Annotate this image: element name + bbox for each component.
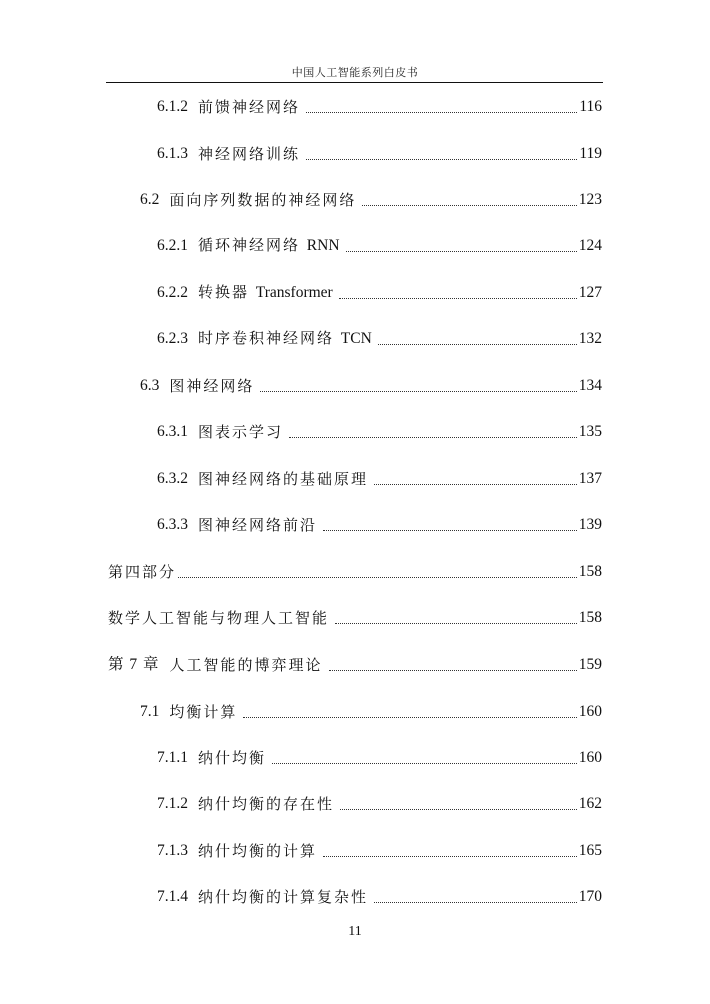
toc-entry-number: 6.3.1 <box>157 423 188 440</box>
toc-entry-page: 160 <box>578 749 602 766</box>
toc-entry-number: 6.2.1 <box>157 237 188 254</box>
toc-leader-dots <box>378 328 577 345</box>
toc-entry[interactable] <box>157 513 602 535</box>
toc-entry[interactable] <box>157 281 602 303</box>
toc-entry-title: 纳什均衡 <box>198 749 267 767</box>
page-number: 11 <box>348 924 362 939</box>
toc-entry-title-text: 时序卷积神经网络 <box>198 329 341 347</box>
toc-entry-page: 137 <box>578 470 602 487</box>
toc-leader-dots <box>323 514 577 531</box>
toc-entry-title: 图神经网络的基础原理 <box>198 470 369 488</box>
toc-leader-dots <box>243 701 576 718</box>
toc-entry-number: 7.1.1 <box>157 749 188 766</box>
toc-leader-dots <box>335 607 577 624</box>
toc-entry-number: 7.1.2 <box>157 795 188 812</box>
toc-entry[interactable] <box>140 700 602 722</box>
toc-entry-page: 139 <box>578 516 602 533</box>
toc-leader-dots <box>272 747 577 764</box>
toc-entry-title: 均衡计算 <box>169 703 238 721</box>
toc-entry-number: 6.3 <box>140 377 160 394</box>
toc-entry[interactable] <box>157 885 602 907</box>
toc-leader-dots <box>323 840 577 857</box>
toc-entry-title: 神经网络训练 <box>198 145 301 163</box>
toc-entry-page: 123 <box>578 191 602 208</box>
toc-entry-number: 第 7 章 <box>108 656 160 673</box>
toc-entry-page: 116 <box>579 98 602 115</box>
toc-leader-dots <box>289 421 577 438</box>
toc-leader-dots <box>329 654 577 671</box>
toc-leader-dots <box>346 235 577 252</box>
toc-entry[interactable] <box>157 792 602 814</box>
toc-entry-title: 纳什均衡的计算复杂性 <box>198 888 369 906</box>
toc-entry[interactable] <box>157 746 602 768</box>
toc-entry-title: 第四部分 <box>108 563 177 581</box>
toc-entry-page: 165 <box>578 842 602 859</box>
toc-entry-title: 前馈神经网络 <box>198 98 301 116</box>
toc-leader-dots <box>374 468 577 485</box>
toc-entry[interactable] <box>157 95 602 117</box>
toc-leader-dots <box>306 143 577 160</box>
toc-entry-page: 124 <box>578 237 602 254</box>
toc-entry-title-text: 转换器 <box>198 283 256 301</box>
toc-entry[interactable] <box>140 188 602 210</box>
toc-entry[interactable] <box>108 606 602 628</box>
toc-entry-title-latin: RNN <box>306 237 340 254</box>
toc-entry-page: 119 <box>579 145 602 162</box>
toc-entry[interactable] <box>157 467 602 489</box>
toc-leader-dots <box>178 561 577 578</box>
toc-entry-page: 134 <box>578 377 602 394</box>
toc-entry-number: 6.1.2 <box>157 98 188 115</box>
toc-entry-title: 面向序列数据的神经网络 <box>169 191 357 209</box>
toc-entry-page: 158 <box>578 609 602 626</box>
toc-entry-page: 158 <box>578 563 602 580</box>
toc-entry-number: 6.3.3 <box>157 516 188 533</box>
toc-entry-title: 纳什均衡的计算 <box>198 842 318 860</box>
toc-entry[interactable] <box>157 420 602 442</box>
toc-entry-title-text: 循环神经网络 <box>198 236 307 254</box>
toc-entry-number: 6.2.2 <box>157 284 188 301</box>
toc-leader-dots <box>260 375 576 392</box>
toc-entry-number: 7.1.3 <box>157 842 188 859</box>
toc-entry-title <box>198 282 333 303</box>
toc-entry-number: 7.1.4 <box>157 888 188 905</box>
toc-entry[interactable] <box>157 327 602 349</box>
toc-entry-page: 170 <box>578 888 602 905</box>
running-header: 中国人工智能系列白皮书 <box>291 66 419 79</box>
toc-entry-number: 6.3.2 <box>157 470 188 487</box>
toc-entry-page: 159 <box>578 656 602 673</box>
toc-leader-dots <box>339 282 577 299</box>
toc-entry-page: 132 <box>578 330 602 347</box>
toc-entry-page: 162 <box>578 795 602 812</box>
toc-entry-number: 6.2 <box>140 191 160 208</box>
toc-entry-title: 图神经网络前沿 <box>198 516 318 534</box>
toc-entry[interactable] <box>140 374 602 396</box>
toc-leader-dots <box>374 886 577 903</box>
toc-entry[interactable] <box>108 653 602 675</box>
toc-leader-dots <box>340 793 577 810</box>
toc-entry-title-latin: Transformer <box>255 284 333 301</box>
toc-entry-page: 160 <box>578 703 602 720</box>
toc-entry-number: 6.1.3 <box>157 145 188 162</box>
toc-entry-number: 6.2.3 <box>157 330 188 347</box>
toc-entry-title <box>198 328 372 349</box>
toc-entry-page: 135 <box>578 423 602 440</box>
toc-entry[interactable] <box>157 839 602 861</box>
toc-entry[interactable] <box>157 234 602 256</box>
toc-entry-title <box>198 235 340 256</box>
toc-entry-title: 人工智能的博弈理论 <box>169 656 323 674</box>
toc-leader-dots <box>362 189 576 206</box>
toc-entry-page: 127 <box>578 284 602 301</box>
toc-leader-dots <box>306 96 577 113</box>
toc-entry-title-latin: TCN <box>340 330 372 347</box>
toc-entry[interactable] <box>157 142 602 164</box>
toc-entry-title: 数学人工智能与物理人工智能 <box>108 609 330 627</box>
toc-entry-title: 图表示学习 <box>198 423 284 441</box>
toc-entry-title: 纳什均衡的存在性 <box>198 795 335 813</box>
toc-entry-title: 图神经网络 <box>169 377 255 395</box>
toc-entry-number: 7.1 <box>140 703 160 720</box>
toc-entry[interactable] <box>108 560 602 582</box>
